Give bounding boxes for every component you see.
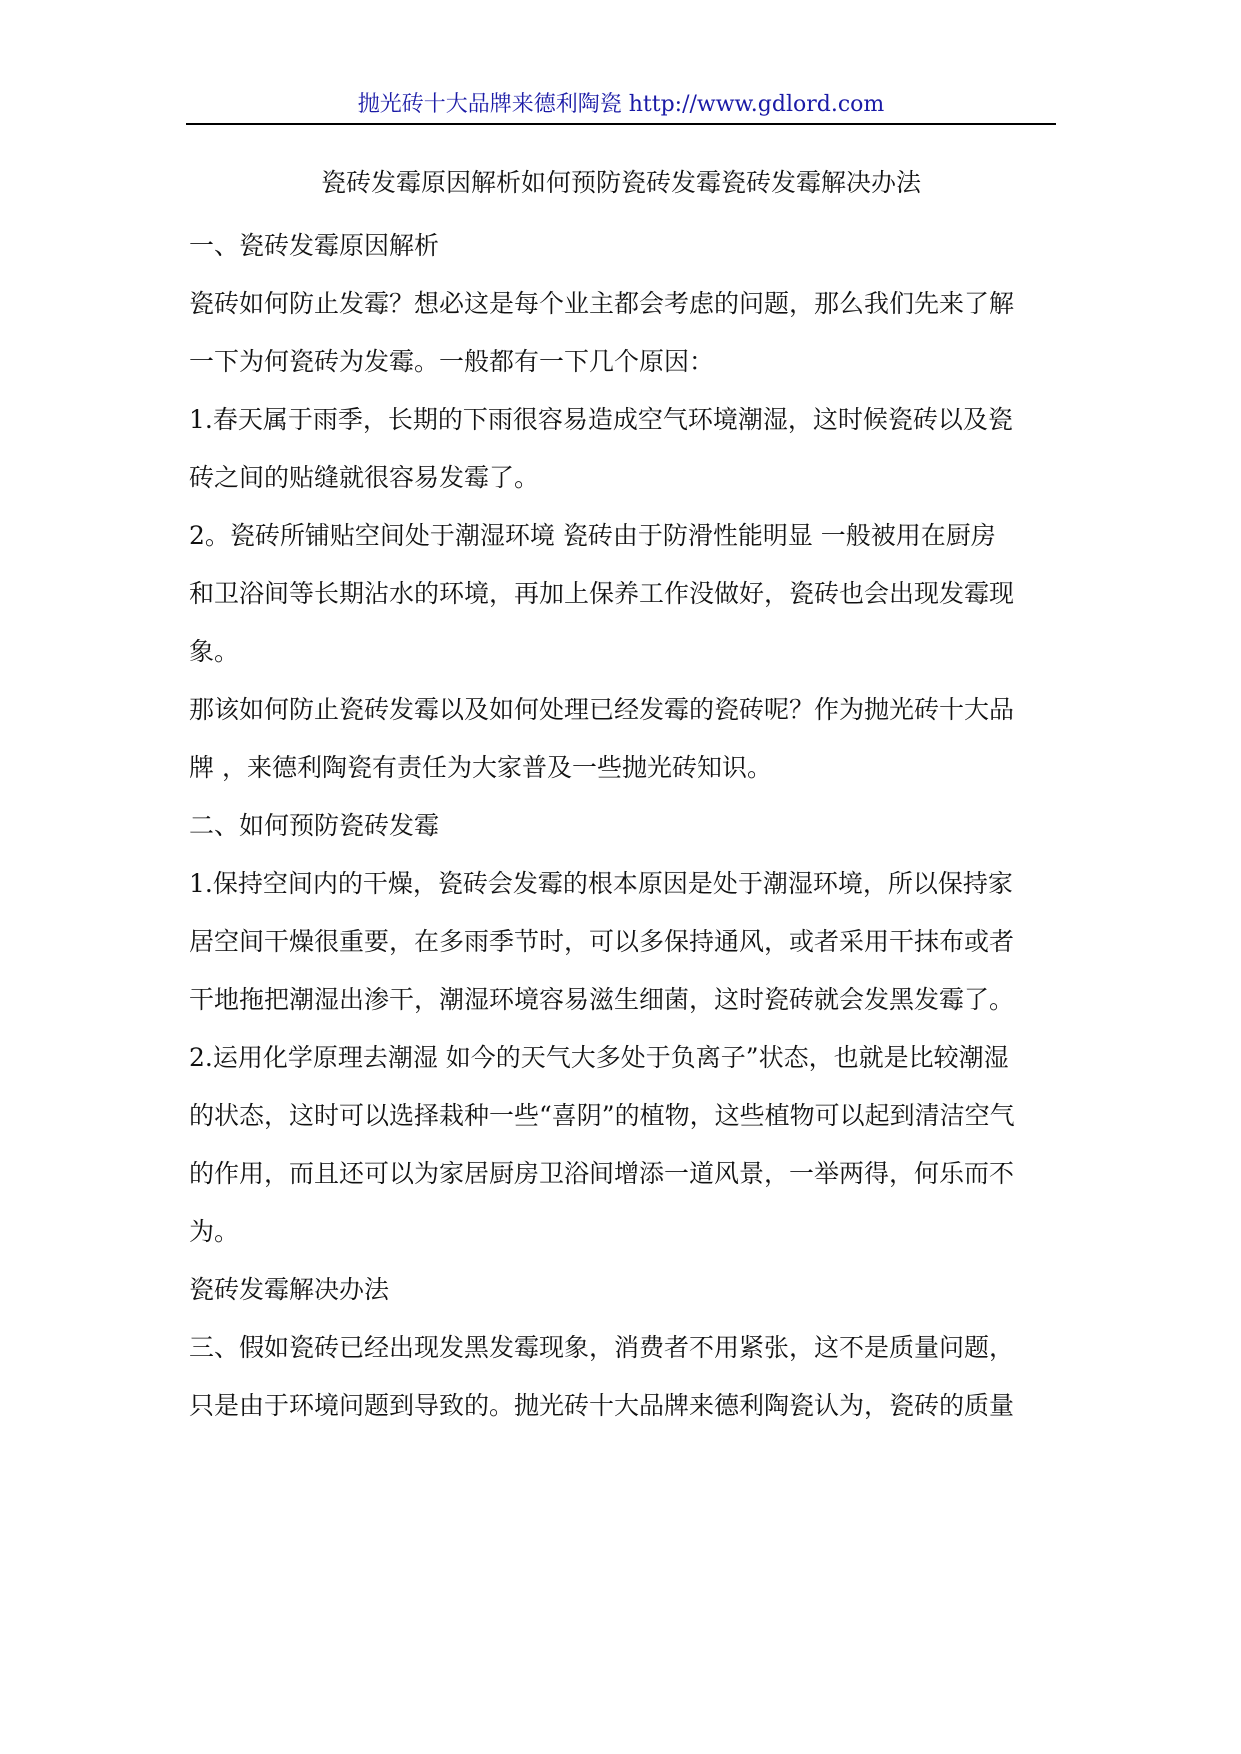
paragraph-line: 砖之间的贴缝就很容易发霉了。 xyxy=(189,463,540,492)
section-heading-1: 一、瓷砖发霉原因解析 xyxy=(189,231,440,260)
paragraph-line: 瓷砖如何防止发霉？想必这是每个业主都会考虑的问题，那么我们先来了解 xyxy=(189,289,1015,318)
paragraph-line: 象。 xyxy=(189,637,240,666)
paragraph-line: 牌 ，来德利陶瓷有责任为大家普及一些抛光砖知识。 xyxy=(189,753,772,782)
paragraph-line: 和卫浴间等长期沾水的环境，再加上保养工作没做好，瓷砖也会出现发霉现 xyxy=(189,579,1015,608)
paragraph-line: 居空间干燥很重要，在多雨季节时，可以多保持通风，或者采用干抹布或者 xyxy=(189,927,1015,956)
paragraph-line: 那该如何防止瓷砖发霉以及如何处理已经发霉的瓷砖呢？作为抛光砖十大品 xyxy=(189,695,1015,724)
document-title: 瓷砖发霉原因解析如何预防瓷砖发霉瓷砖发霉解决办法 xyxy=(320,168,921,197)
paragraph-line: 干地拖把潮湿出渗干，潮湿环境容易滋生细菌，这时瓷砖就会发黑发霉了。 xyxy=(189,985,1015,1014)
paragraph-line: 1.春天属于雨季，长期的下雨很容易造成空气环境潮湿，这时候瓷砖以及瓷 xyxy=(189,405,1013,434)
section-heading-2: 二、如何预防瓷砖发霉 xyxy=(189,811,440,840)
header-divider xyxy=(186,123,1056,125)
page-header[interactable]: 抛光砖十大品牌来德利陶瓷 http://www.gdlord.com xyxy=(357,92,885,117)
paragraph-line: 一下为何瓷砖为发霉。一般都有一下几个原因： xyxy=(189,347,715,376)
paragraph-line: 的作用，而且还可以为家居厨房卫浴间增添一道风景，一举两得，何乐而不 xyxy=(189,1159,1015,1188)
paragraph-line: 2。瓷砖所铺贴空间处于潮湿环境 瓷砖由于防滑性能明显 一般被用在厨房 xyxy=(189,521,996,550)
section-heading-3: 瓷砖发霉解决办法 xyxy=(189,1275,390,1304)
paragraph-line: 三、假如瓷砖已经出现发黑发霉现象，消费者不用紧张，这不是质量问题， xyxy=(189,1333,1015,1362)
paragraph-line: 1.保持空间内的干燥，瓷砖会发霉的根本原因是处于潮湿环境，所以保持家 xyxy=(189,869,1013,898)
paragraph-line: 的状态，这时可以选择栽种一些“喜阴”的植物，这些植物可以起到清洁空气 xyxy=(189,1101,1015,1130)
paragraph-line: 只是由于环境问题到导致的。抛光砖十大品牌来德利陶瓷认为，瓷砖的质量 xyxy=(189,1391,1015,1420)
paragraph-line: 为。 xyxy=(189,1217,240,1246)
paragraph-line: 2.运用化学原理去潮湿 如今的天气大多处于负离子”状态，也就是比较潮湿 xyxy=(189,1043,1009,1072)
